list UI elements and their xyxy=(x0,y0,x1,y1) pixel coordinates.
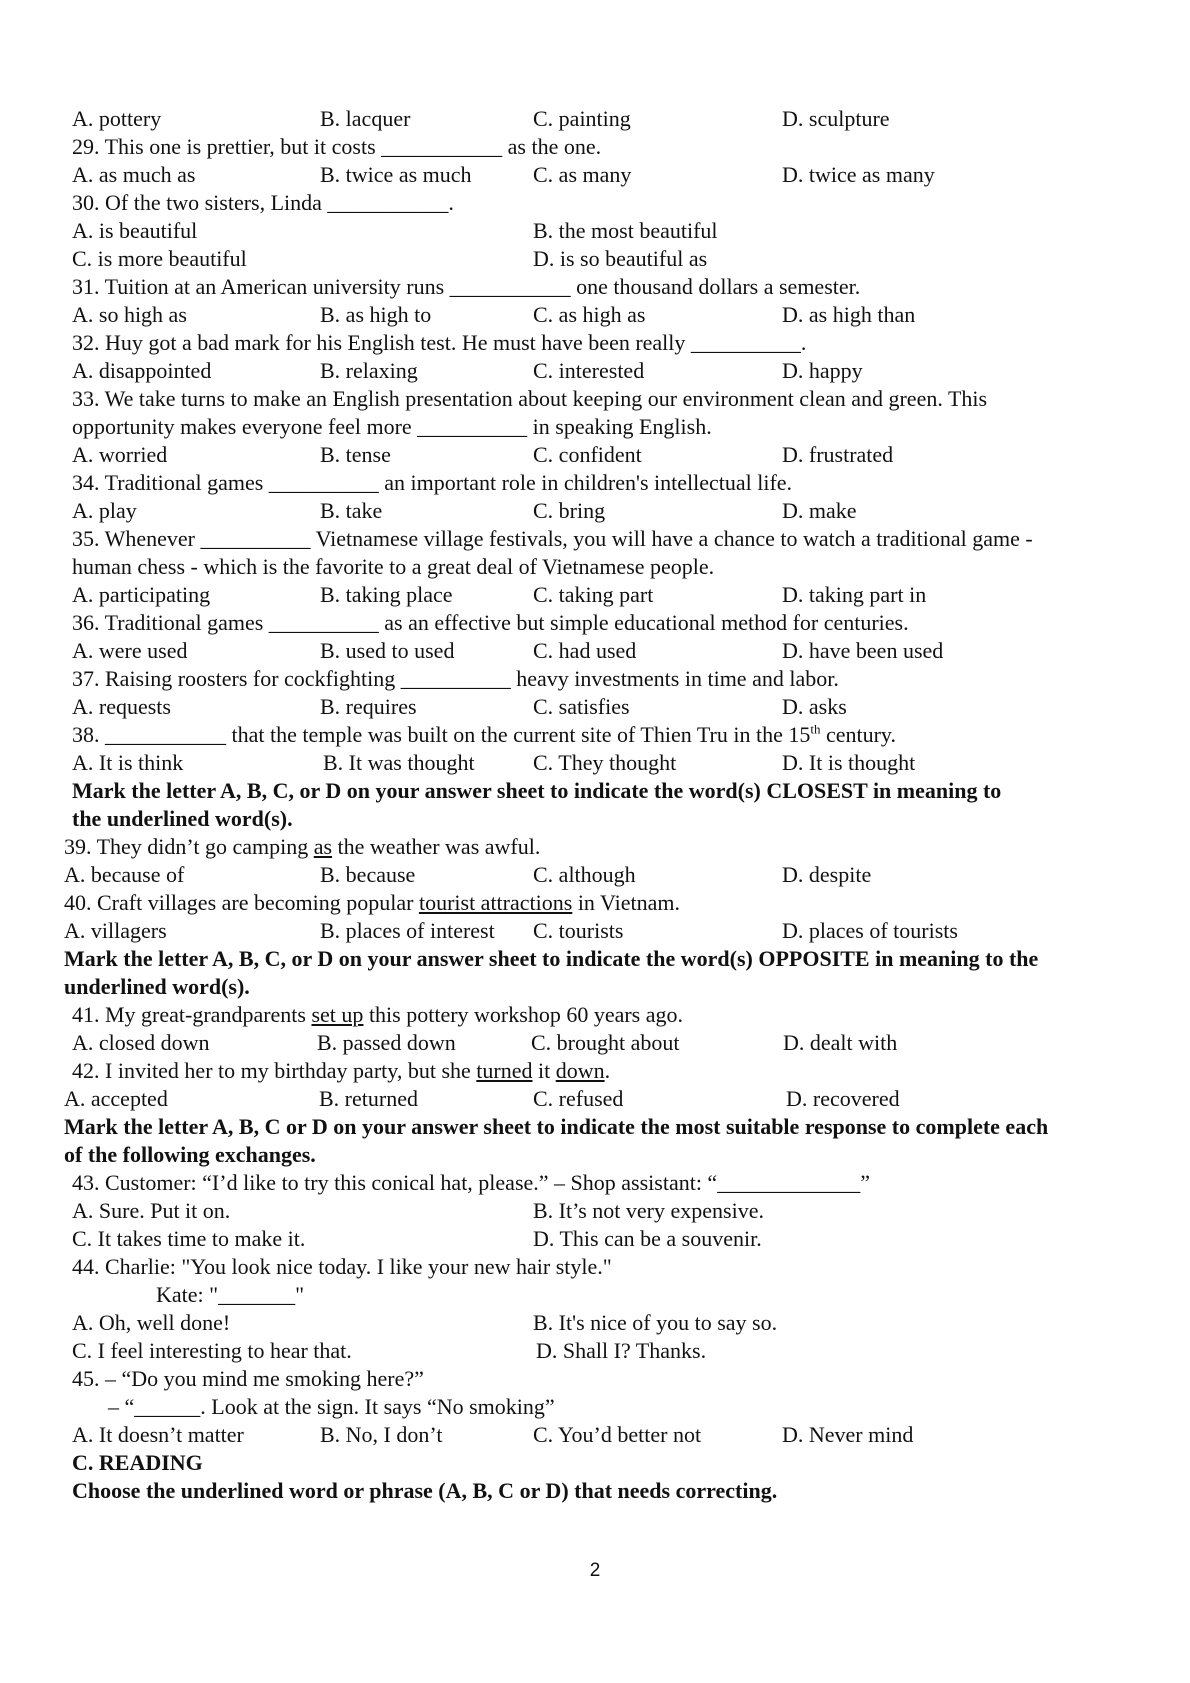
q44-option-b: B. It's nice of you to say so. xyxy=(533,1310,778,1335)
q42-option-b: B. returned xyxy=(319,1086,418,1111)
q37-stem: 37. Raising roosters for cockfighting __________ heavy investments in time and labor. xyxy=(72,666,839,691)
q29-option-c: C. as many xyxy=(533,162,632,187)
q45-stem-line1: 45. – “Do you mind me smoking here?” xyxy=(72,1366,424,1391)
q44-stem-line1: 44. Charlie: "You look nice today. I like your new hair style." xyxy=(72,1254,612,1279)
q38-stem xyxy=(72,721,897,747)
q39-option-d: D. despite xyxy=(782,862,872,887)
q44-option-c: C. I feel interesting to hear that. xyxy=(72,1338,352,1363)
q43-option-c: C. It takes time to make it. xyxy=(72,1226,306,1251)
q31-option-b: B. as high to xyxy=(320,302,432,327)
q41-option-b: B. passed down xyxy=(317,1030,456,1055)
q29-stem: 29. This one is prettier, but it costs ___________ as the one. xyxy=(72,134,602,159)
q42-stem-text: 42. I invited her to my birthday party, but she xyxy=(72,1058,477,1083)
q41-option-d: D. dealt with xyxy=(783,1030,898,1055)
q35-option-b: B. taking place xyxy=(320,582,453,607)
page-number: 2 xyxy=(589,1560,601,1581)
q41-stem xyxy=(72,1004,683,1026)
q41-option-c: C. brought about xyxy=(531,1030,680,1055)
q38-stem-text: 38. ___________ that the temple was built on the current site of Thien Tru in the 15 xyxy=(72,722,811,747)
q28-option-c: C. painting xyxy=(533,106,631,131)
q34-option-d: D. make xyxy=(782,498,857,523)
q40-stem-text: 40. Craft villages are becoming popular xyxy=(64,890,419,915)
q44-stem-line2: Kate: "_______" xyxy=(156,1282,305,1307)
q38-option-a: A. It is think xyxy=(72,750,184,775)
q31-option-a: A. so high as xyxy=(72,302,187,327)
q35-option-a: A. participating xyxy=(72,582,211,607)
q42-option-a: A. accepted xyxy=(64,1086,168,1111)
q42-option-d: D. recovered xyxy=(786,1086,900,1111)
q31-option-c: C. as high as xyxy=(533,302,646,327)
q32-stem: 32. Huy got a bad mark for his English test. He must have been really __________. xyxy=(72,330,807,355)
section-closest-instruction-line1: Mark the letter A, B, C, or D on your answer sheet to indicate the word(s) CLOSEST in meaning to xyxy=(72,778,1002,803)
q28-option-a: A. pottery xyxy=(72,106,162,131)
q43-option-d: D. This can be a souvenir. xyxy=(533,1226,762,1251)
section-exchanges-instruction-line1: Mark the letter A, B, C or D on your answer sheet to indicate the most suitable response to complete each xyxy=(64,1114,1049,1139)
q39-underlined-word: as xyxy=(313,834,333,859)
q36-option-b: B. used to used xyxy=(320,638,455,663)
q39-option-b: B. because xyxy=(320,862,416,887)
q36-option-c: C. had used xyxy=(533,638,637,663)
q43-option-b: B. It’s not very expensive. xyxy=(533,1198,764,1223)
q45-option-c: C. You’d better not xyxy=(533,1422,702,1447)
q40-underlined-phrase: tourist attractions xyxy=(418,890,573,915)
q42-stem-end: . xyxy=(604,1058,611,1083)
q45-option-b: B. No, I don’t xyxy=(320,1422,443,1447)
q33-option-a: A. worried xyxy=(72,442,168,467)
q34-option-a: A. play xyxy=(72,498,137,523)
q44-option-d: D. Shall I? Thanks. xyxy=(536,1338,707,1363)
q32-option-a: A. disappointed xyxy=(72,358,212,383)
q33-stem-line1: 33. We take turns to make an English presentation about keeping our environment clean and green. This xyxy=(72,386,988,411)
q40-option-b: B. places of interest xyxy=(320,918,495,943)
q41-option-a: A. closed down xyxy=(72,1030,210,1055)
q42-stem xyxy=(72,1060,610,1082)
q39-stem-end: the weather was awful. xyxy=(332,834,541,859)
section-closest-instruction-line2: the underlined word(s). xyxy=(72,806,293,831)
q42-underlined-word-1: turned xyxy=(476,1058,533,1083)
q40-option-d: D. places of tourists xyxy=(782,918,958,943)
q37-option-d: D. asks xyxy=(782,694,847,719)
q38-option-d: D. It is thought xyxy=(782,750,916,775)
q40-option-a: A. villagers xyxy=(64,918,167,943)
q34-stem: 34. Traditional games __________ an important role in children's intellectual life. xyxy=(72,470,793,495)
q37-option-a: A. requests xyxy=(72,694,171,719)
q42-stem-mid: it xyxy=(532,1058,556,1083)
q38-stem-end: century. xyxy=(820,722,897,747)
section-opposite-instruction-line2: underlined word(s). xyxy=(64,974,250,999)
q32-option-d: D. happy xyxy=(782,358,863,383)
q39-option-c: C. although xyxy=(533,862,636,887)
q45-stem-line2: – “______. Look at the sign. It says “No smoking” xyxy=(108,1394,555,1419)
q42-option-c: C. refused xyxy=(533,1086,624,1111)
section-opposite-instruction-line1: Mark the letter A, B, C, or D on your answer sheet to indicate the word(s) OPPOSITE in meaning to the xyxy=(64,946,1039,971)
q35-option-c: C. taking part xyxy=(533,582,654,607)
q30-stem: 30. Of the two sisters, Linda ___________. xyxy=(72,190,454,215)
q38-option-c: C. They thought xyxy=(533,750,677,775)
q39-option-a: A. because of xyxy=(64,862,185,887)
q35-stem-line2: human chess - which is the favorite to a great deal of Vietnamese people. xyxy=(72,554,715,579)
q45-option-d: D. Never mind xyxy=(782,1422,914,1447)
q29-option-a: A. as much as xyxy=(72,162,196,187)
q38-superscript: th xyxy=(810,721,821,737)
q29-option-b: B. twice as much xyxy=(320,162,472,187)
q30-option-d: D. is so beautiful as xyxy=(533,246,708,271)
q40-stem-end: in Vietnam. xyxy=(572,890,680,915)
q33-stem-line2: opportunity makes everyone feel more __________ in speaking English. xyxy=(72,414,712,439)
q40-option-c: C. tourists xyxy=(533,918,624,943)
q30-option-b: B. the most beautiful xyxy=(533,218,718,243)
q33-option-d: D. frustrated xyxy=(782,442,894,467)
q29-option-d: D. twice as many xyxy=(782,162,935,187)
reading-instruction: Choose the underlined word or phrase (A, B, C or D) that needs correcting. xyxy=(72,1478,778,1503)
q41-stem-end: this pottery workshop 60 years ago. xyxy=(363,1002,683,1027)
q39-stem xyxy=(64,836,540,858)
q30-option-a: A. is beautiful xyxy=(72,218,198,243)
q36-option-d: D. have been used xyxy=(782,638,944,663)
q30-option-c: C. is more beautiful xyxy=(72,246,247,271)
q32-option-b: B. relaxing xyxy=(320,358,418,383)
q28-option-b: B. lacquer xyxy=(320,106,411,131)
q35-option-d: D. taking part in xyxy=(782,582,927,607)
q28-option-d: D. sculpture xyxy=(782,106,890,131)
q39-stem-text: 39. They didn’t go camping xyxy=(64,834,314,859)
reading-heading: C. READING xyxy=(72,1450,203,1475)
q41-stem-text: 41. My great-grandparents xyxy=(72,1002,312,1027)
q38-option-b: B. It was thought xyxy=(323,750,475,775)
q43-option-a: A. Sure. Put it on. xyxy=(72,1198,231,1223)
q32-option-c: C. interested xyxy=(533,358,645,383)
q31-option-d: D. as high than xyxy=(782,302,916,327)
q34-option-b: B. take xyxy=(320,498,383,523)
q44-option-a: A. Oh, well done! xyxy=(72,1310,231,1335)
q41-underlined-phrase: set up xyxy=(311,1002,364,1027)
q34-option-c: C. bring xyxy=(533,498,606,523)
q45-option-a: A. It doesn’t matter xyxy=(72,1422,244,1447)
q36-option-a: A. were used xyxy=(72,638,188,663)
q33-option-b: B. tense xyxy=(320,442,391,467)
q33-option-c: C. confident xyxy=(533,442,642,467)
q36-stem: 36. Traditional games __________ as an effective but simple educational method for centuries. xyxy=(72,610,909,635)
q40-stem xyxy=(64,892,680,914)
q37-option-b: B. requires xyxy=(320,694,417,719)
section-exchanges-instruction-line2: of the following exchanges. xyxy=(64,1142,316,1167)
q37-option-c: C. satisfies xyxy=(533,694,630,719)
q31-stem: 31. Tuition at an American university runs ___________ one thousand dollars a semester. xyxy=(72,274,861,299)
q43-stem: 43. Customer: “I’d like to try this conical hat, please.” – Shop assistant: “_____________” xyxy=(72,1170,870,1195)
q35-stem-line1: 35. Whenever __________ Vietnamese village festivals, you will have a chance to watch a traditional game - xyxy=(72,526,1033,551)
q42-underlined-word-2: down xyxy=(555,1058,605,1083)
